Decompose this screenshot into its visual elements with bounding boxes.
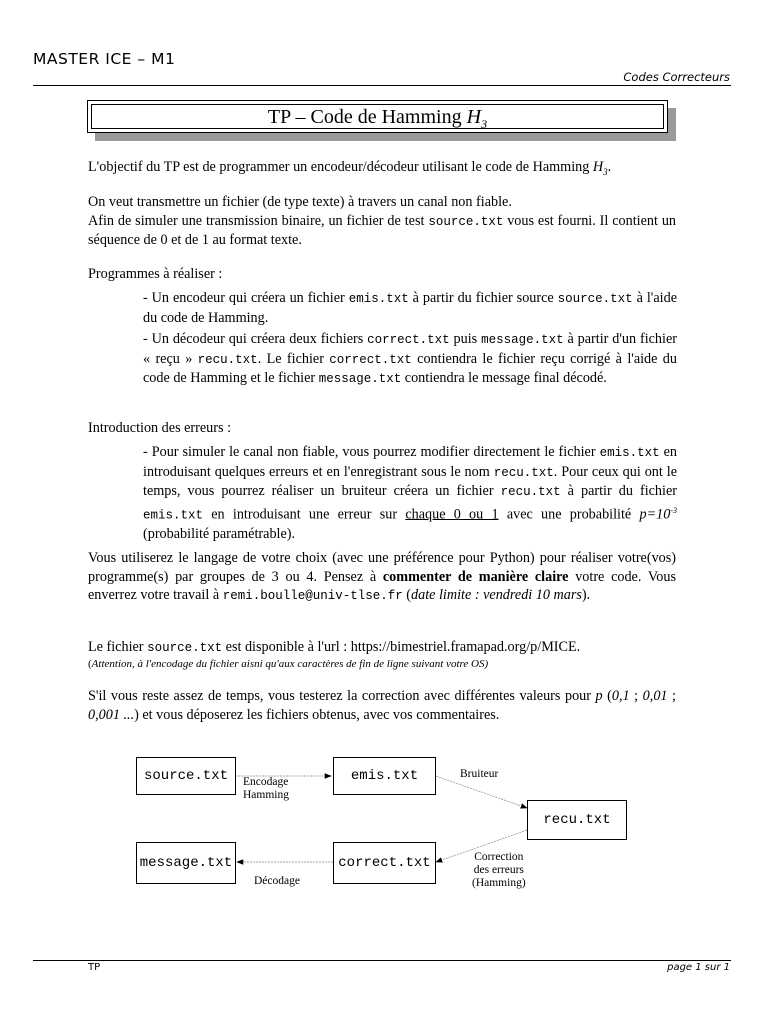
page-title: TP – Code de Hamming $H_3$ bbox=[91, 104, 664, 129]
objective-paragraph: L'objectif du TP est de programmer un encodeur/décodeur utilisant le code de Hamming $H_3$. bbox=[88, 159, 612, 177]
header-course: MASTER ICE – M1 bbox=[33, 50, 176, 68]
box-message: message.txt bbox=[136, 842, 236, 884]
context-paragraph: On veut transmettre un fichier (de type texte) à travers un canal non fiable. Afin de simuler une transmission binaire, un fichier de test source.txt vous est fourni. Il contient un séquence de 0 et de 1 au format texte. bbox=[88, 194, 677, 248]
extra-work-paragraph: S'il vous reste assez de temps, vous testerez la correction avec différentes valeurs pour p (0,1 ; 0,01 ; 0,001 ...) et vous déposerez les fichiers obtenus, avec vos commentaires. bbox=[88, 688, 676, 723]
box-emis: emis.txt bbox=[333, 757, 436, 795]
errors-heading: Introduction des erreurs : bbox=[88, 420, 232, 436]
label-bruiteur: Bruiteur bbox=[460, 768, 499, 780]
errors-item: - Pour simuler le canal non fiable, vous pourrez modifier directement le fichier emis.txt en introduisant quelques erreurs et en l'enregistrant sous le nom recu.txt. Pour ceux qui ont le temps, vous pourrez réaliser un bruiteur créera un fichier recu.txt à partir du fichier emis.txt en introduisant une erreur sur chaque 0 ou 1 avec une probabilité $p=10^{-3}$ (probabilité paramétrable). bbox=[143, 444, 677, 542]
footer-label: TP bbox=[88, 962, 101, 973]
footer-page-number: page 1 sur 1 bbox=[667, 962, 730, 973]
footer-rule bbox=[33, 960, 731, 961]
label-encodage: Encodage Hamming bbox=[243, 776, 289, 801]
instructions-paragraph: Vous utiliserez le langage de votre choix (avec une préférence pour Python) pour réaliser votre(vos) programme(s) par groupes de 3 ou 4. Pensez à commenter de manière claire votre code. Vous enverrez votre travail à remi.boulle@univ-tlse.fr (date limite : vendredi 10 mars). bbox=[88, 550, 676, 603]
box-recu: recu.txt bbox=[527, 800, 627, 840]
label-decodage: Décodage bbox=[254, 875, 300, 887]
header-subject: Codes Correcteurs bbox=[623, 70, 730, 84]
source-file-paragraph: Le fichier source.txt est disponible à l'url : https://bimestriel.framapad.org/p/MICE. (Attention, à l'encodage du fichier aisni qu'aux caractères de fin de ligne suivant votre OS) bbox=[88, 639, 581, 670]
program-encoder-item: - Un encodeur qui créera un fichier emis.txt à partir du fichier source source.txt à l'aide du code de Hamming. bbox=[143, 290, 677, 326]
programs-heading: Programmes à réaliser : bbox=[88, 266, 223, 282]
program-decoder-item: - Un décodeur qui créera deux fichiers correct.txt puis message.txt à partir d'un fichier « reçu » recu.txt. Le fichier correct.txt contiendra le fichier reçu corrigé à l'aide du code de Hamming et le fichier message.txt contiendra le message final décodé. bbox=[143, 331, 677, 386]
box-correct: correct.txt bbox=[333, 842, 436, 884]
label-correction: Correction des erreurs (Hamming) bbox=[472, 851, 526, 889]
box-source: source.txt bbox=[136, 757, 236, 795]
